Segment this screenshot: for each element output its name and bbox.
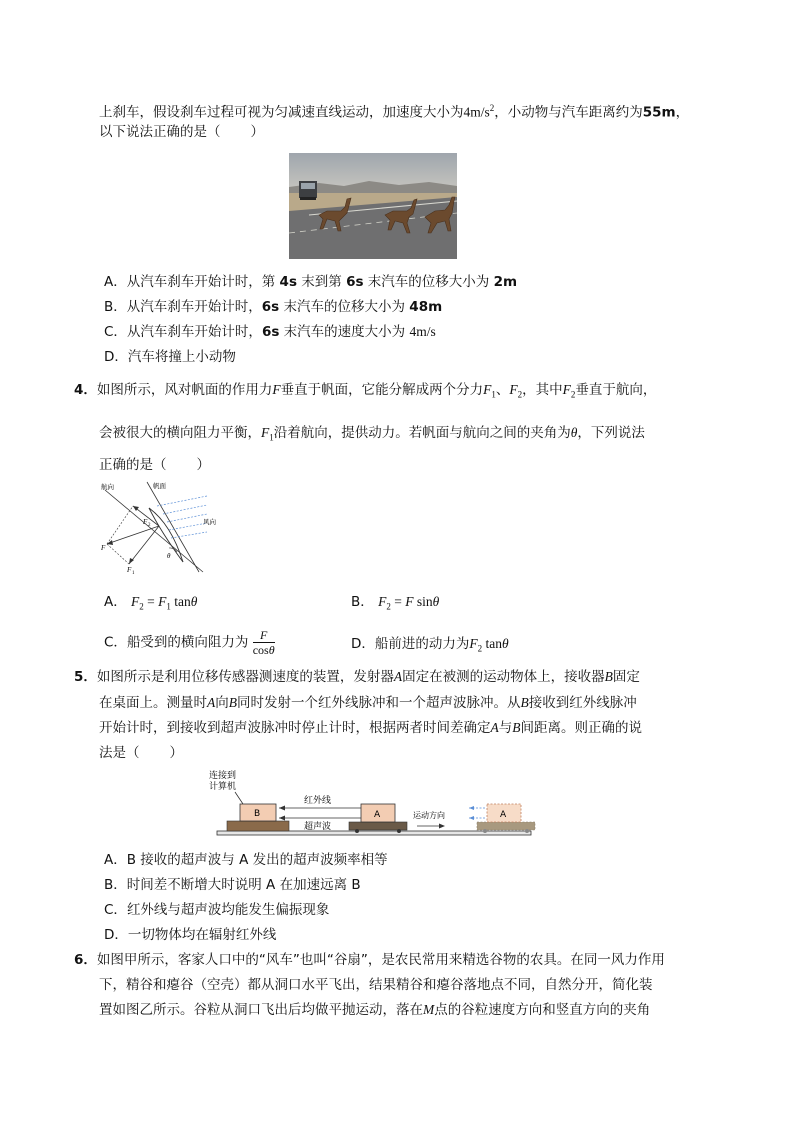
fn: tan bbox=[482, 636, 503, 651]
var-F: F bbox=[378, 594, 387, 609]
q3-option-c[interactable] bbox=[104, 322, 436, 342]
q6-text: 下，精谷和瘪谷（空壳）都从洞口水平飞出，结果精谷和瘪谷落地点不同，自然分开，简化装 bbox=[99, 977, 653, 993]
var-A: A bbox=[393, 669, 403, 684]
q5-stem-line2 bbox=[99, 693, 637, 713]
q4-stem-line2 bbox=[99, 423, 645, 448]
var-theta: θ bbox=[432, 594, 440, 609]
sub: 1 bbox=[491, 389, 496, 400]
force-F-arrow bbox=[107, 526, 159, 544]
q3-dist-value: 55m bbox=[642, 104, 676, 121]
q3-option-a[interactable] bbox=[104, 272, 517, 292]
option-label: D． bbox=[104, 927, 128, 943]
option-value: 6s bbox=[261, 299, 280, 315]
q5-text: 间距离。则正确的说 bbox=[520, 720, 642, 736]
q3-stem-line1 bbox=[99, 98, 689, 123]
q5-text: 与 bbox=[498, 720, 513, 736]
q3-road-photo bbox=[289, 153, 457, 259]
option-text: 末汽车的位移大小为 bbox=[279, 299, 410, 315]
option-value: 6s bbox=[261, 324, 280, 340]
truck-icon bbox=[299, 181, 317, 200]
receiver-stand bbox=[227, 821, 289, 831]
q3-text: ，小动物与汽车距离约为 bbox=[494, 104, 643, 121]
q4-sail-diagram bbox=[99, 478, 216, 578]
question-number: 6． bbox=[74, 952, 97, 968]
option-text: 红外线与超声波均能发生偏振现象 bbox=[126, 902, 330, 918]
label-A-ghost: A bbox=[500, 810, 507, 820]
var-B: B bbox=[512, 720, 521, 735]
label-infrared: 红外线 bbox=[304, 796, 332, 806]
label-ultrasound: 超声波 bbox=[304, 822, 332, 832]
var-F2: F bbox=[562, 382, 571, 397]
option-label: A． bbox=[104, 594, 127, 610]
option-label: D． bbox=[351, 636, 375, 652]
var-A: A bbox=[490, 720, 499, 735]
option-text: B 接收的超声波与 A 发出的超声波频率相等 bbox=[126, 852, 388, 868]
q6-text: 点的谷粒速度方向和竖直方向的夹角 bbox=[434, 1002, 651, 1018]
q5-text: 法是（ bbox=[99, 745, 140, 761]
var-F: F bbox=[272, 382, 281, 397]
q5-stem-line3 bbox=[99, 718, 642, 738]
var-theta: θ bbox=[570, 425, 578, 440]
q5-text: 开始计时，到接收到超声波脉冲时停止计时，根据两者时间差确定 bbox=[99, 720, 491, 736]
q3-accel-exp: 2 bbox=[489, 103, 495, 113]
q5-sensor-diagram bbox=[205, 768, 535, 840]
sub: 1 bbox=[166, 601, 171, 612]
q5-text: 如图所示是利用位移传感器测速度的装置，发射器 bbox=[96, 669, 394, 685]
q5-option-c[interactable] bbox=[104, 900, 329, 920]
q4-text: 会被很大的横向阻力平衡， bbox=[99, 425, 261, 441]
q4-option-c[interactable] bbox=[104, 628, 275, 657]
label-connect-1: 连接到 bbox=[209, 771, 237, 781]
eq: = bbox=[143, 594, 159, 609]
q5-text: 在桌面上。测量时 bbox=[99, 695, 207, 711]
q4-option-b[interactable] bbox=[351, 592, 439, 617]
eq: = bbox=[390, 594, 406, 609]
wind-lines bbox=[157, 496, 207, 538]
q4-text: 、 bbox=[495, 382, 510, 398]
fraction bbox=[253, 628, 275, 657]
q6-text: 置如图乙所示。谷粒从洞口飞出后均做平抛运动，落在 bbox=[99, 1002, 423, 1018]
sub: 2 bbox=[570, 389, 576, 400]
sub: 2 bbox=[517, 389, 523, 400]
fraction-numerator: F bbox=[253, 628, 275, 643]
q5-option-d[interactable] bbox=[104, 925, 276, 945]
q6-text: 如图甲所示，客家人口中的“风车”也叫“谷扇”，是农民常用来精选谷物的农具。在同一风力作用 bbox=[96, 952, 665, 968]
question-number: 5． bbox=[74, 669, 97, 685]
option-value: 2m bbox=[493, 274, 518, 290]
q3-stem-line2 bbox=[99, 122, 264, 142]
q5-option-b[interactable] bbox=[104, 875, 361, 895]
label-A: A bbox=[374, 810, 381, 820]
sub: 2 bbox=[139, 601, 144, 612]
option-label: B． bbox=[351, 594, 374, 610]
sub: 2 bbox=[386, 601, 391, 612]
sub: 1 bbox=[269, 432, 274, 443]
q4-text: 如图所示，风对帆面的作用力 bbox=[96, 382, 273, 398]
option-text: 一切物体均在辐射红外线 bbox=[127, 927, 277, 943]
fn: sin bbox=[413, 594, 433, 609]
var-theta: θ bbox=[268, 643, 275, 657]
q4-text: ） bbox=[196, 457, 210, 473]
q6-stem-line2 bbox=[99, 975, 653, 995]
var-B: B bbox=[520, 695, 529, 710]
label-sail: 帆面 bbox=[153, 482, 166, 490]
q4-text: ，下列说法 bbox=[577, 425, 645, 441]
option-text: 末汽车的位移大小为 bbox=[363, 274, 494, 290]
var-theta: θ bbox=[190, 594, 198, 609]
label-F2-sub: 2 bbox=[148, 523, 151, 528]
sub: 2 bbox=[477, 643, 483, 654]
label-F: F bbox=[101, 544, 106, 552]
q3-text: 以下说法正确的是（ bbox=[99, 124, 221, 140]
q4-text: 垂直于航向， bbox=[575, 382, 657, 398]
q4-stem-line3 bbox=[99, 455, 210, 475]
q5-text: 固定 bbox=[612, 669, 640, 685]
label-F1-sub: 1 bbox=[132, 571, 135, 576]
label-course: 航向 bbox=[101, 483, 114, 491]
force-F1-arrow bbox=[129, 526, 159, 564]
label-F2: F bbox=[143, 518, 148, 526]
fraction-denominator: cos bbox=[252, 643, 269, 657]
q3-option-b[interactable] bbox=[104, 297, 442, 317]
option-text: 船受到的横向阻力为 bbox=[126, 634, 249, 651]
q4-text: 沿着航向，提供动力。若帆面与航向之间的夹角为 bbox=[273, 425, 571, 441]
label-theta: θ bbox=[167, 552, 171, 560]
var-F: F bbox=[158, 594, 167, 609]
q4-text: 正确的是（ bbox=[99, 457, 167, 473]
q6-stem-line3 bbox=[99, 1000, 650, 1020]
q5-text: 同时发射一个红外线脉冲和一个超声波脉冲。从 bbox=[237, 695, 521, 711]
var-B: B bbox=[228, 695, 237, 710]
var-F2: F bbox=[509, 382, 518, 397]
q5-text: 接收到红外线脉冲 bbox=[528, 695, 637, 711]
q4-option-a[interactable] bbox=[104, 592, 197, 617]
sail-line bbox=[147, 482, 199, 572]
question-number: 4． bbox=[74, 382, 97, 398]
label-wind: 风向 bbox=[203, 518, 216, 526]
q6-stem-line1 bbox=[74, 950, 665, 970]
var-F: F bbox=[405, 594, 414, 609]
var-F: F bbox=[131, 594, 140, 609]
option-label: B． bbox=[104, 877, 127, 893]
q4-text: 垂直于帆面，它能分解成两个分力 bbox=[280, 382, 484, 398]
q5-text: 固定在被测的运动物体上，接收器 bbox=[402, 669, 605, 685]
var-A: A bbox=[207, 695, 216, 710]
q3-text: ， bbox=[675, 104, 690, 121]
option-value: 4s bbox=[279, 274, 297, 290]
q4-stem-line1 bbox=[74, 380, 656, 405]
var-theta: θ bbox=[502, 636, 509, 651]
option-label: C． bbox=[104, 324, 127, 340]
option-label: B． bbox=[104, 299, 127, 315]
q5-option-a[interactable] bbox=[104, 850, 388, 870]
option-text: 末到第 bbox=[296, 274, 347, 290]
var-B: B bbox=[604, 669, 613, 684]
cart bbox=[349, 822, 407, 830]
option-text: 末汽车的速度大小为 bbox=[279, 324, 410, 340]
option-label: A． bbox=[104, 274, 127, 290]
q3-accel-value: 4m/s bbox=[463, 104, 490, 120]
option-label: C． bbox=[104, 902, 127, 918]
option-text: 从汽车刹车开始计时， bbox=[126, 324, 262, 340]
q5-stem-line4 bbox=[99, 743, 183, 763]
q3-text: 上刹车，假设刹车过程可视为匀减速直线运动，加速度大小为 bbox=[99, 104, 464, 121]
option-text: 从汽车刹车开始计时， bbox=[126, 299, 262, 315]
var-F: F bbox=[469, 636, 478, 651]
q4-text: ，其中 bbox=[522, 382, 563, 398]
option-text: 汽车将撞上小动物 bbox=[127, 349, 236, 365]
option-text: 从汽车刹车开始计时，第 bbox=[126, 274, 280, 290]
q5-stem-line1 bbox=[74, 667, 640, 687]
var-F1: F bbox=[483, 382, 492, 397]
course-line bbox=[105, 490, 203, 572]
label-motion: 运动方向 bbox=[413, 811, 445, 820]
var-F1: F bbox=[261, 425, 270, 440]
option-text: 船前进的动力为 bbox=[374, 636, 470, 652]
q5-text: ） bbox=[169, 745, 183, 761]
q3-option-d[interactable] bbox=[104, 347, 236, 367]
var-M: M bbox=[423, 1002, 435, 1017]
label-B: B bbox=[254, 809, 261, 819]
option-label: D． bbox=[104, 349, 128, 365]
option-value: 48m bbox=[409, 299, 443, 315]
fn: tan bbox=[170, 594, 191, 609]
option-label: C． bbox=[104, 634, 127, 651]
label-connect-2: 计算机 bbox=[209, 782, 237, 792]
option-label: A． bbox=[104, 852, 127, 868]
q4-option-d[interactable] bbox=[351, 634, 509, 659]
label-F1: F bbox=[127, 566, 132, 574]
option-value: 6s bbox=[346, 274, 364, 290]
option-value: 4m/s bbox=[409, 324, 436, 339]
q3-text: ） bbox=[250, 124, 264, 140]
option-text: 时间差不断增大时说明 A 在加速远离 B bbox=[126, 877, 361, 893]
q5-text: 向 bbox=[215, 695, 229, 711]
